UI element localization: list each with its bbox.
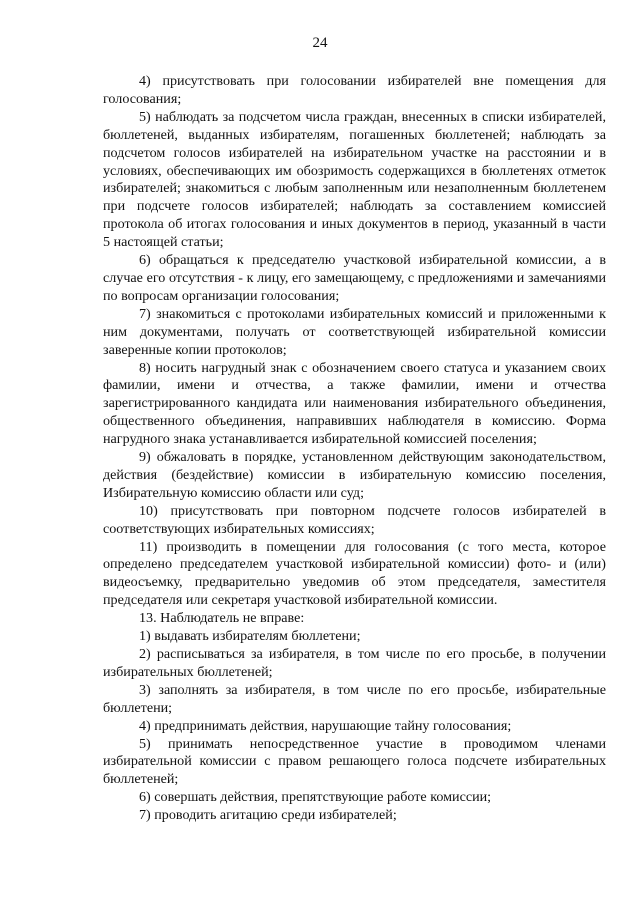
paragraph: 2) расписываться за избирателя, в том числе по его просьбе, в получении избирательных бюллетеней;	[103, 646, 606, 680]
paragraph: 7) знакомиться с протоколами избирательных комиссий и приложенными к ним документами, получать от соответствующей избирательной комиссии заверенные копии протоколов;	[103, 305, 606, 358]
paragraph: 5) наблюдать за подсчетом числа граждан, внесенных в списки избирателей, бюллетеней, выданных избирателям, погашенных бюллетеней; наблюдать за подсчетом голосов избирателей на избирательном участке на расстоянии и в условиях, обеспечивающих им обозримость содержащихся в бюллетенях отметок избирателей; знакомиться с любым заполненным или незаполненным бюллетенем при подсчете голосов избирателей; наблюдать за составлением комиссией протокола об итогах голосования и иных документов в период, указанный в части 5 настоящей статьи;	[103, 108, 606, 251]
page-number: 24	[312, 35, 328, 51]
paragraph: 3) заполнять за избирателя, в том числе по его просьбе, избирательные бюллетени;	[103, 681, 606, 716]
paragraph: 1) выдавать избирателям бюллетени;	[139, 628, 361, 645]
paragraph: 4) предпринимать действия, нарушающие тайну голосования;	[139, 717, 512, 734]
paragraph: 11) производить в помещении для голосования (с того места, которое определено председателем участковой избирательной комиссии) фото- и (или) видеосъемку, предварительно уведомив об этом председателя, заместителя председателя или секретаря участковой избирательной комиссии.	[103, 538, 606, 609]
paragraph: 5) принимать непосредственное участие в проводимом членами избирательной комиссии с правом решающего голоса подсчете избирательных бюллетеней;	[103, 735, 606, 788]
paragraph: 6) совершать действия, препятствующие работе комиссии;	[139, 789, 492, 806]
paragraph: 8) носить нагрудный знак с обозначением своего статуса и указанием своих фамилии, имени и отчества, а также фамилии, имени и отчества зарегистрированного кандидата или наименования избирательного объединения, общественного объединения, направивших наблюдателя в комиссию. Форма нагрудного знака устанавливается избирательной комиссией поселения;	[103, 359, 606, 448]
document-body	[103, 73, 606, 825]
paragraph: 7) проводить агитацию среди избирателей;	[139, 807, 397, 824]
paragraph: 4) присутствовать при голосовании избирателей вне помещения для голосования;	[103, 73, 606, 107]
paragraph: 13. Наблюдатель не вправе:	[139, 610, 305, 627]
paragraph: 9) обжаловать в порядке, установленном действующим законодательством, действия (бездействие) комиссии в избирательную комиссию поселения, Избирательную комиссию области или суд;	[103, 449, 606, 501]
paragraph: 10) присутствовать при повторном подсчете голосов избирателей в соответствующих избирательных комиссиях;	[103, 502, 606, 537]
paragraph: 6) обращаться к председателю участковой избирательной комиссии, а в случае его отсутствия - к лицу, его замещающему, с предложениями и замечаниями по вопросам организации голосования;	[103, 252, 606, 304]
